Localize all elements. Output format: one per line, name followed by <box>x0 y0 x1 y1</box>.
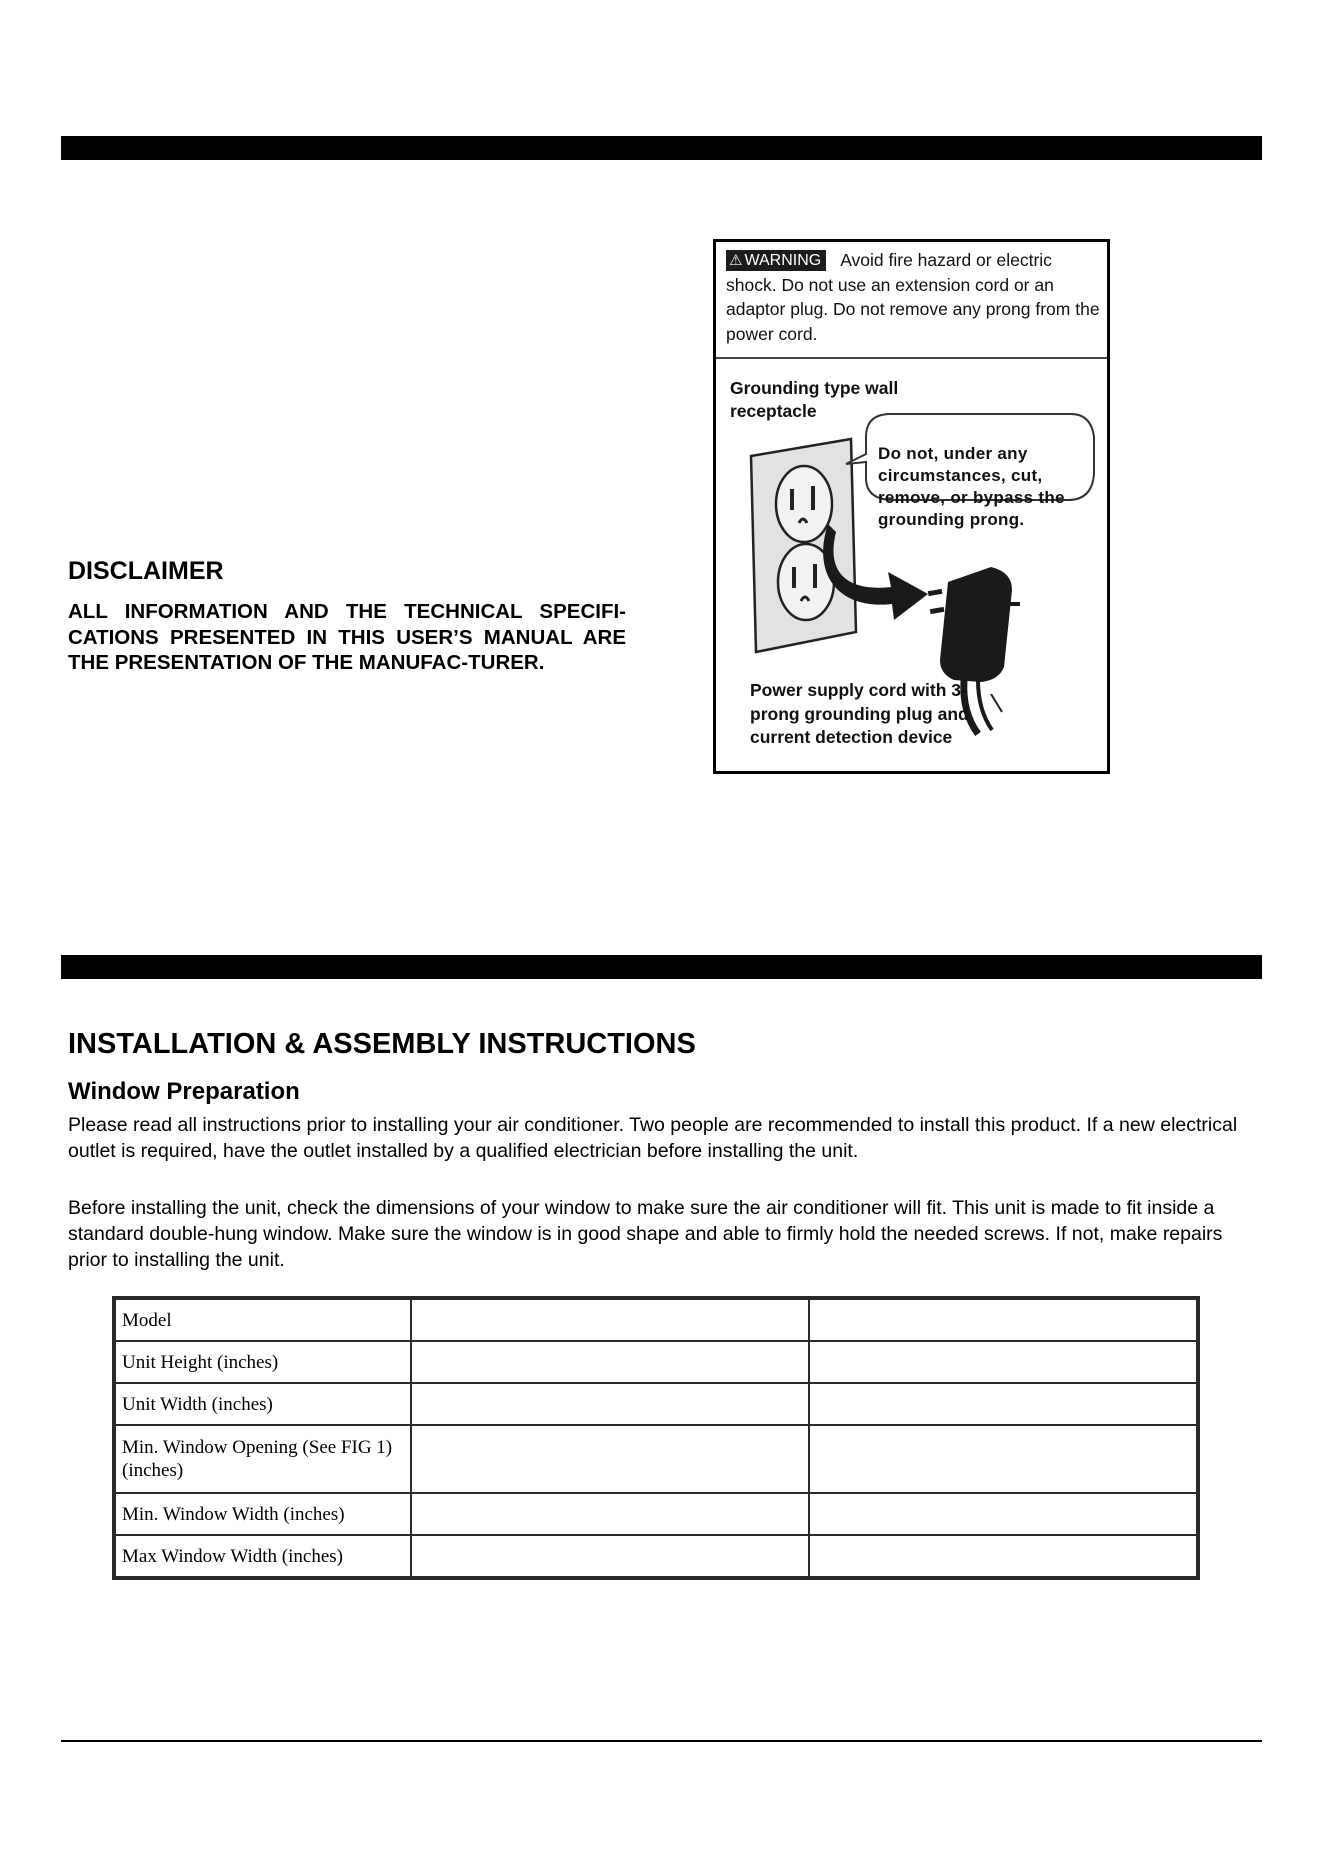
footer-rule <box>61 1740 1262 1742</box>
table-cell <box>809 1383 1198 1425</box>
receptacle-label: Grounding type wall receptacle <box>730 378 899 421</box>
row-label: Unit Width (inches) <box>114 1383 411 1425</box>
table-cell <box>809 1425 1198 1493</box>
table-row <box>114 1535 1198 1578</box>
table-cell <box>411 1425 809 1493</box>
row-label: Min. Window Opening (See FIG 1) (inches) <box>114 1425 411 1493</box>
installation-title: INSTALLATION & ASSEMBLY INSTRUCTIONS <box>68 1028 696 1060</box>
table-cell <box>809 1341 1198 1383</box>
header-bar <box>61 136 1262 160</box>
table-cell <box>411 1298 809 1341</box>
table-row <box>114 1298 1198 1341</box>
warning-badge-label: WARNING <box>744 252 822 269</box>
table-cell <box>809 1493 1198 1535</box>
spec-table <box>112 1296 1200 1580</box>
row-label: Max Window Width (inches) <box>114 1535 411 1578</box>
warning-triangle-icon: ⚠ <box>729 252 743 269</box>
table-cell <box>411 1493 809 1535</box>
table-cell <box>411 1535 809 1578</box>
bubble-text: Do not, under any circumstances, cut, remove, or bypass the grounding prong. <box>878 444 1065 529</box>
warning-panel <box>713 239 1110 774</box>
disclaimer-body: ALL INFORMATION AND THE TECHNICAL SPECIFI-CATIONS PRESENTED IN THIS USER’S MANUAL ARE THE PRESENTATION OF THE MANUFAC-TURER. <box>68 600 626 674</box>
row-label: Min. Window Width (inches) <box>114 1493 411 1535</box>
table-row <box>114 1383 1198 1425</box>
table-cell <box>809 1298 1198 1341</box>
window-preparation-title: Window Preparation <box>68 1078 300 1105</box>
disclaimer-title: DISCLAIMER <box>68 557 224 585</box>
table-cell <box>411 1383 809 1425</box>
table-row <box>114 1493 1198 1535</box>
installation-paragraph-1: Please read all instructions prior to installing your air conditioner. Two people are recommended to install this product. If a new electrical outlet is required, have the outlet installed by a qualified electrician before installing the unit. <box>68 1114 1238 1162</box>
row-label: Unit Height (inches) <box>114 1341 411 1383</box>
table-row <box>114 1341 1198 1383</box>
section-bar <box>61 955 1262 979</box>
table-cell <box>411 1341 809 1383</box>
table-row <box>114 1425 1198 1493</box>
table-cell <box>809 1535 1198 1578</box>
power-cord-label: Power supply cord with 3-prong grounding plug and current detection device <box>750 680 969 747</box>
warning-text: Avoid fire hazard or electric shock. Do not use an extension cord or an adaptor plug. Do not remove any prong from the power cord. <box>726 250 1100 344</box>
row-label: Model <box>114 1298 411 1341</box>
installation-paragraph-2: Before installing the unit, check the dimensions of your window to make sure the air conditioner will fit. This unit is made to fit inside a standard double-hung window. Make sure the window is in good shape and able to firmly hold the needed screws. If not, make repairs prior to installing the unit. <box>68 1197 1223 1271</box>
